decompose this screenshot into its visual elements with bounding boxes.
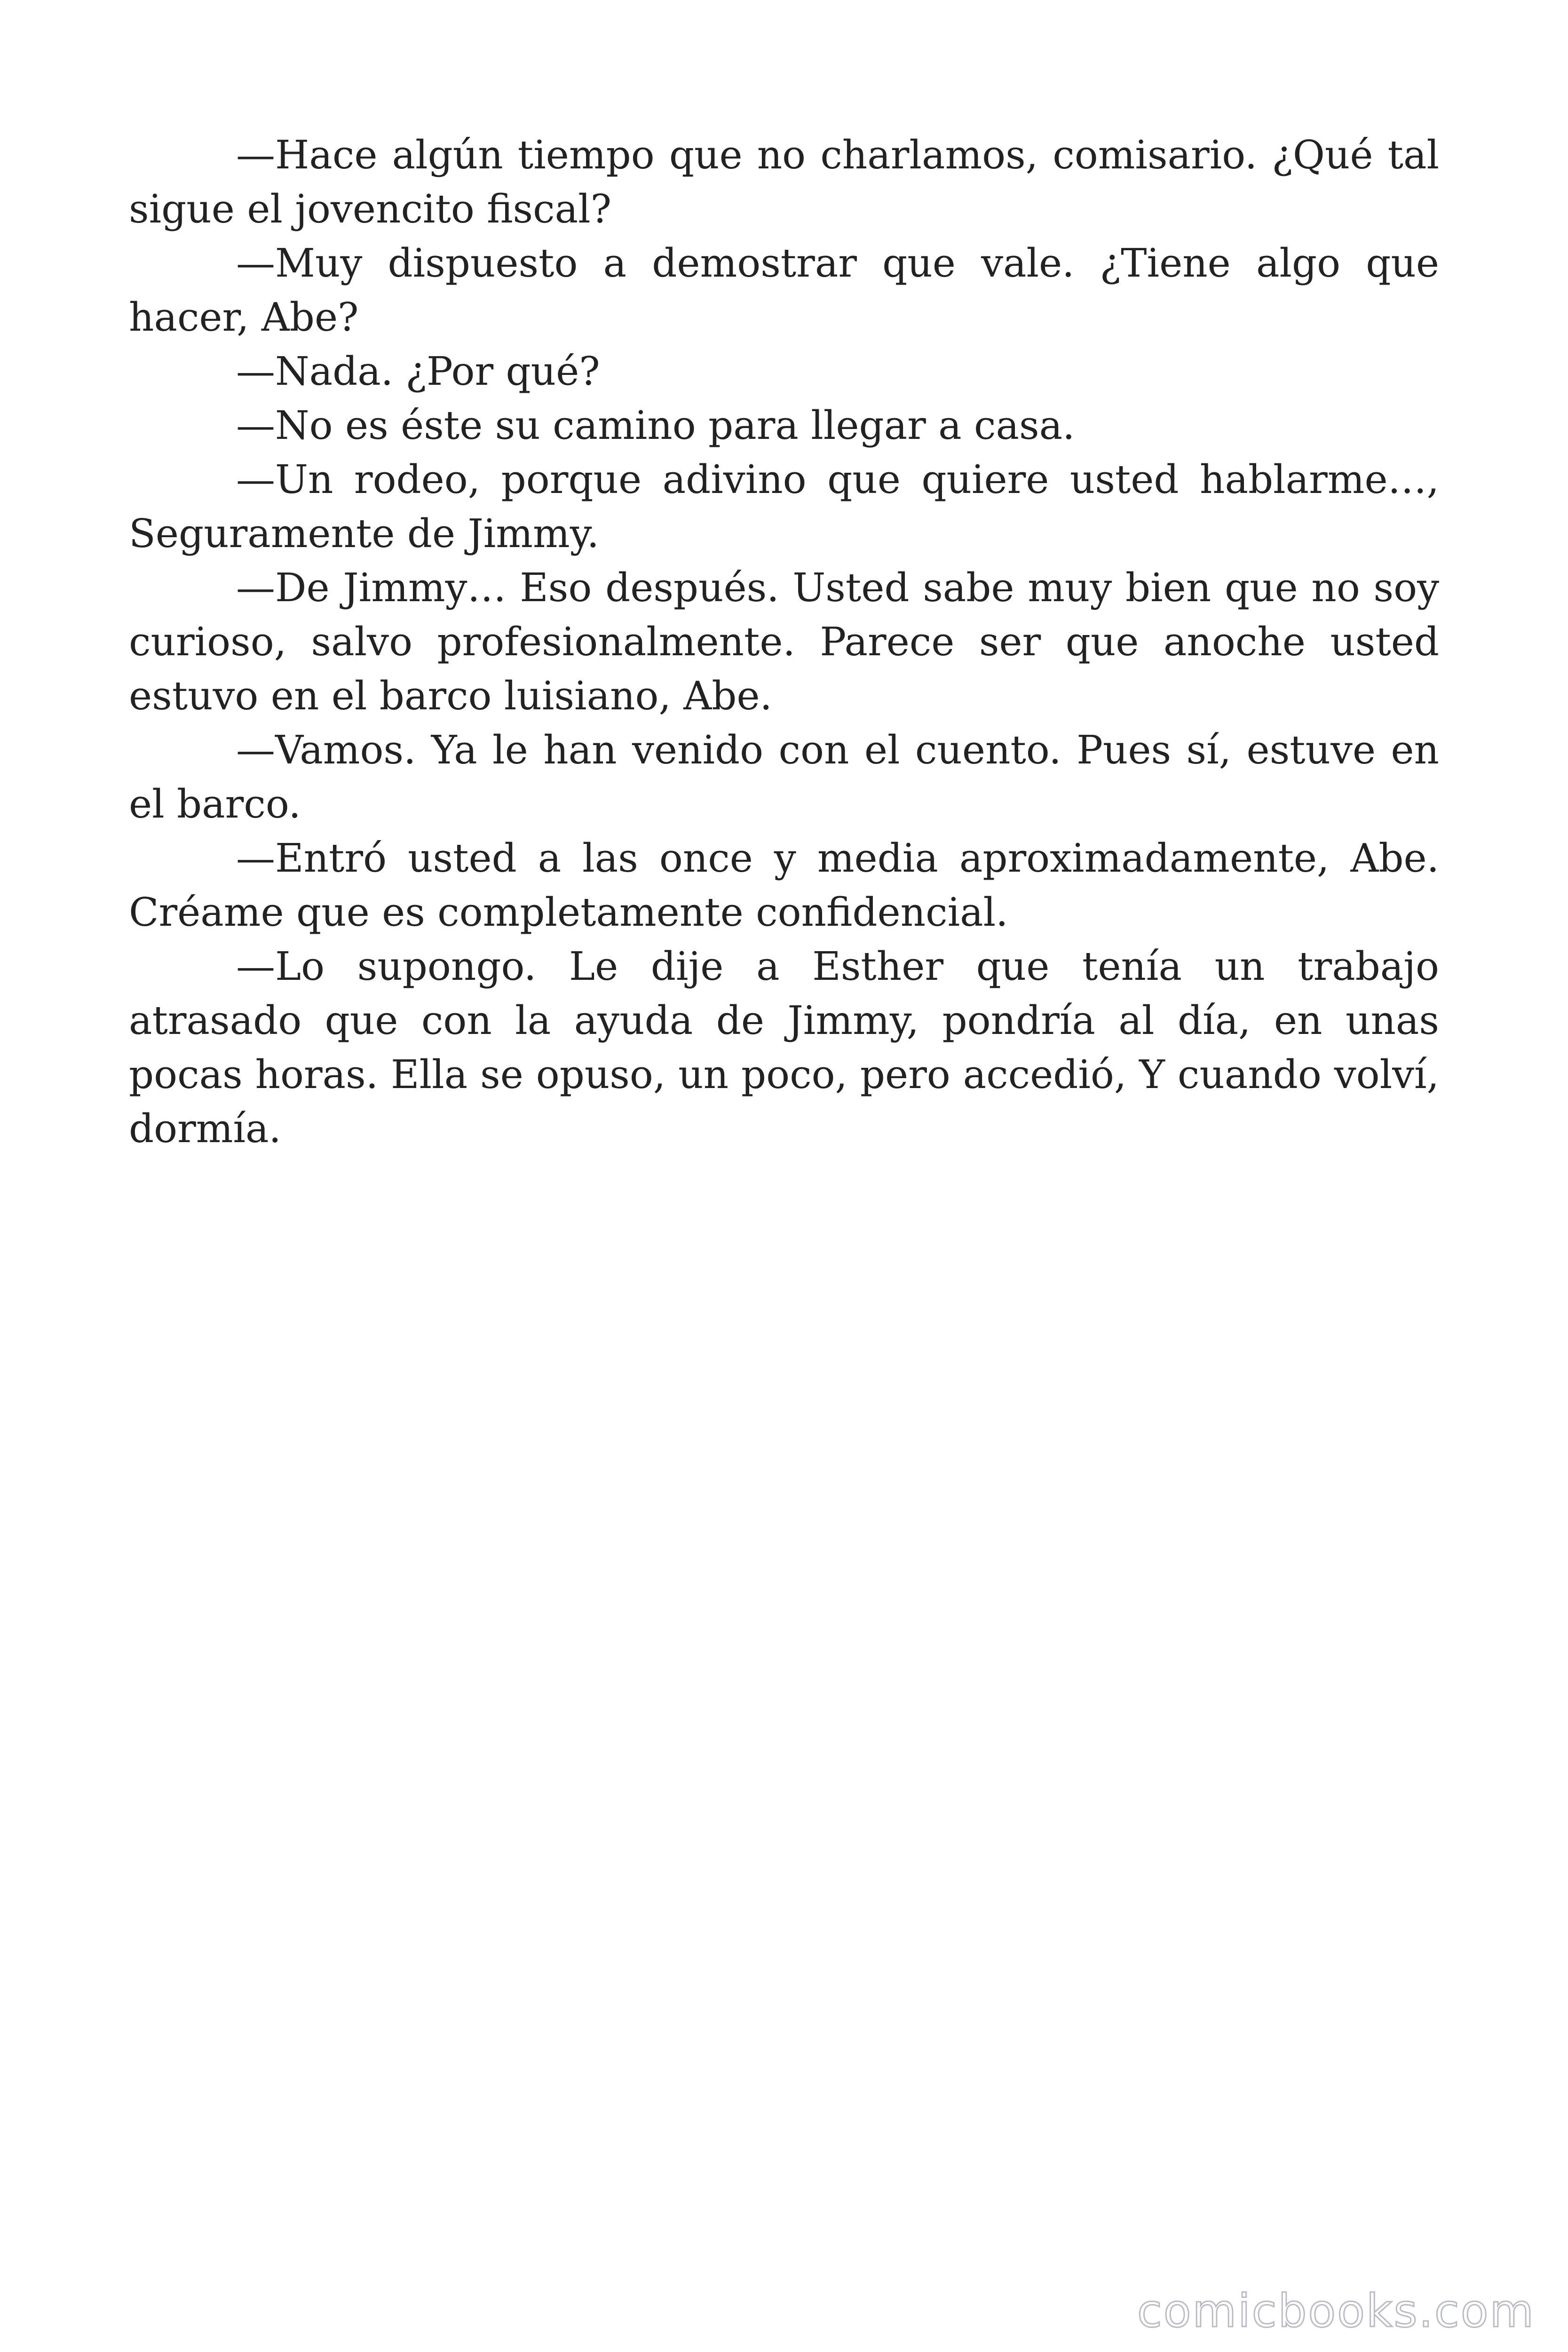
paragraph: —Hace algún tiempo que no charlamos, comisario. ¿Qué tal sigue el jovencito fiscal? (129, 132, 1439, 232)
paragraph: —Muy dispuesto a demostrar que vale. ¿Tiene algo que hacer, Abe? (129, 240, 1439, 340)
paragraph: —De Jimmy… Eso después. Usted sabe muy bien que no soy curioso, salvo profesionalmente. Parece ser que anoche usted estuvo en el barco luisiano, Abe. (129, 565, 1439, 719)
paragraph: —Nada. ¿Por qué? (236, 349, 600, 394)
paragraph: —No es éste su camino para llegar a casa. (236, 403, 1075, 448)
paragraph: —Lo supongo. Le dije a Esther que tenía un trabajo atrasado que con la ayuda de Jimmy, pondría al día, en unas pocas horas. Ella se opuso, un poco, pero accedió, Y cuando volví, dormía. (129, 944, 1439, 1152)
body-text (129, 128, 1439, 1156)
paragraph: —Entró usted a las once y media aproximadamente, Abe. Créame que es completamente confidencial. (129, 835, 1439, 935)
paragraph: —Un rodeo, porque adivino que quiere usted hablarme…, Seguramente de Jimmy. (129, 457, 1439, 556)
paragraph: —Vamos. Ya le han venido con el cuento. Pues sí, estuve en el barco. (129, 727, 1439, 827)
watermark: comicbooks.com (1137, 2285, 1535, 2337)
